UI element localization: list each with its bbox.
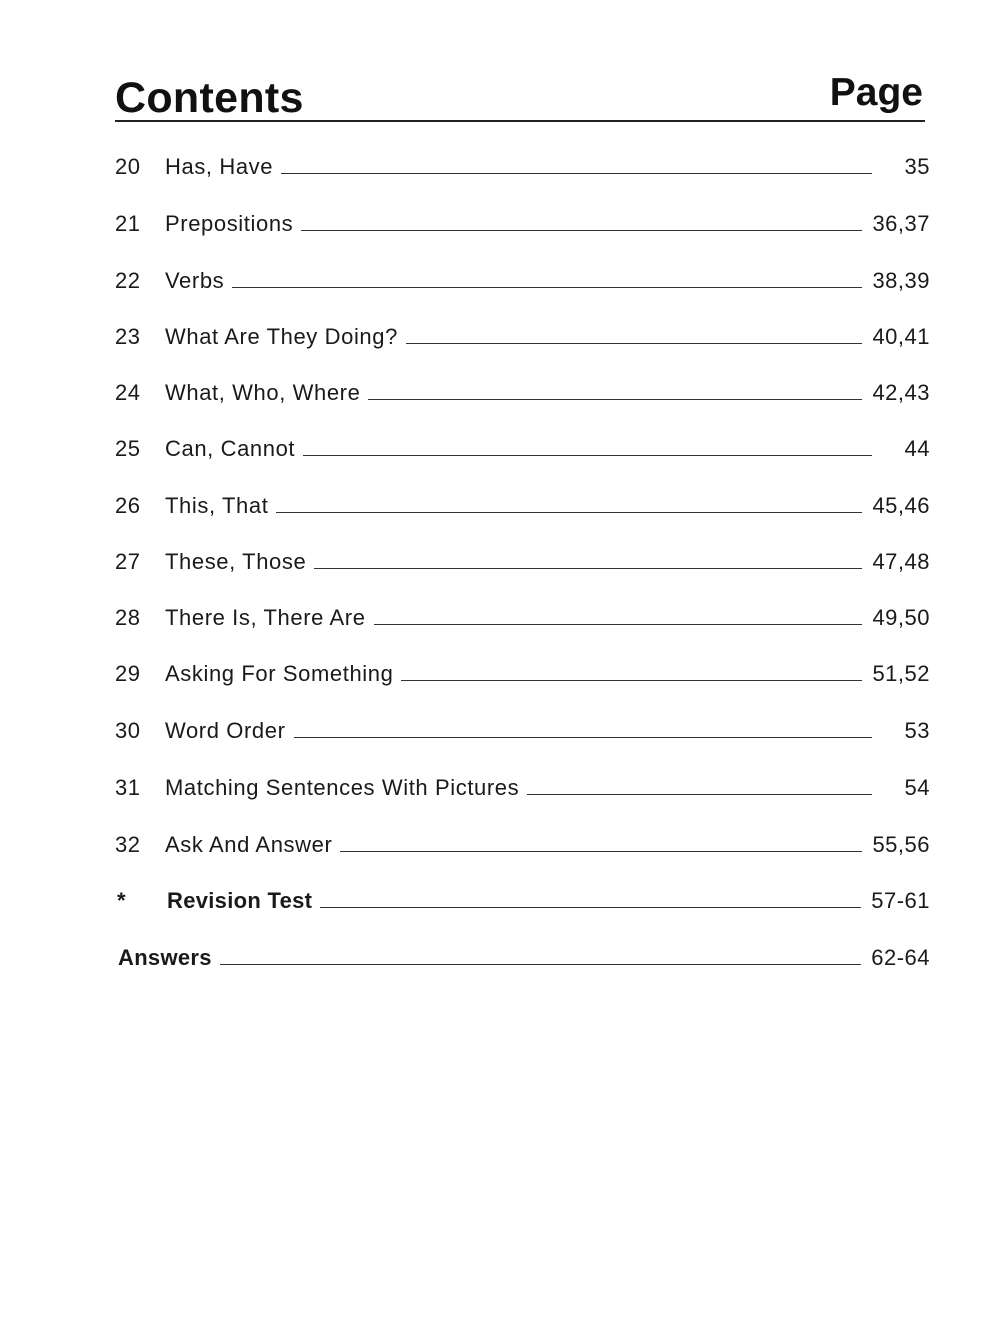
entry-label: There Is, There Are bbox=[165, 605, 366, 630]
toc-entry bbox=[115, 591, 930, 631]
entry-number: 31 bbox=[115, 775, 141, 800]
toc-entry-answers bbox=[115, 931, 930, 971]
answers-page: 62-64 bbox=[871, 945, 930, 970]
entry-number: 30 bbox=[115, 718, 141, 743]
toc-entry bbox=[115, 366, 930, 406]
dot-leader bbox=[294, 737, 872, 738]
entry-label: Verbs bbox=[165, 268, 225, 293]
header-rule bbox=[115, 120, 925, 122]
toc-entry bbox=[115, 479, 930, 519]
entry-page: 44 bbox=[904, 436, 930, 461]
entry-label: These, Those bbox=[165, 549, 307, 574]
entry-page: 45,46 bbox=[872, 493, 930, 518]
dot-leader bbox=[527, 794, 872, 795]
dot-leader bbox=[281, 173, 872, 174]
page-column-heading: Page bbox=[829, 71, 923, 114]
revision-marker: * bbox=[117, 888, 126, 913]
entry-number: 28 bbox=[115, 605, 141, 630]
contents-title: Contents bbox=[115, 74, 304, 122]
entry-page: 36,37 bbox=[872, 211, 930, 236]
entry-number: 26 bbox=[115, 493, 141, 518]
entry-page: 53 bbox=[904, 718, 930, 743]
entry-page: 38,39 bbox=[872, 268, 930, 293]
entry-number: 21 bbox=[115, 211, 141, 236]
entry-page: 55,56 bbox=[872, 832, 930, 857]
toc-entry bbox=[115, 647, 930, 687]
dot-leader bbox=[301, 230, 862, 231]
entry-number: 24 bbox=[115, 380, 141, 405]
entry-page: 47,48 bbox=[872, 549, 930, 574]
entry-label: Can, Cannot bbox=[165, 436, 296, 461]
entry-label: What, Who, Where bbox=[165, 380, 361, 405]
entry-page: 51,52 bbox=[872, 661, 930, 686]
toc-entry bbox=[115, 422, 930, 462]
dot-leader bbox=[320, 907, 861, 908]
toc-entry-revision bbox=[115, 874, 930, 914]
toc-entry bbox=[115, 761, 930, 801]
dot-leader bbox=[276, 512, 862, 513]
dot-leader bbox=[232, 287, 862, 288]
toc-entry bbox=[115, 535, 930, 575]
toc-entry bbox=[115, 197, 930, 237]
entry-number: 20 bbox=[115, 154, 141, 179]
entry-label: Ask And Answer bbox=[165, 832, 333, 857]
dot-leader bbox=[374, 624, 863, 625]
toc-entry bbox=[115, 818, 930, 858]
entry-page: 42,43 bbox=[872, 380, 930, 405]
entry-number: 29 bbox=[115, 661, 141, 686]
entry-number: 25 bbox=[115, 436, 141, 461]
revision-page: 57-61 bbox=[871, 888, 930, 913]
revision-label: Revision Test bbox=[167, 888, 313, 913]
entry-page: 35 bbox=[904, 154, 930, 179]
entry-label: Prepositions bbox=[165, 211, 294, 236]
entry-label: What Are They Doing? bbox=[165, 324, 398, 349]
dot-leader bbox=[220, 964, 861, 965]
entry-page: 49,50 bbox=[872, 605, 930, 630]
entry-page: 40,41 bbox=[872, 324, 930, 349]
dot-leader bbox=[406, 343, 863, 344]
dot-leader bbox=[303, 455, 872, 456]
entry-number: 23 bbox=[115, 324, 141, 349]
entry-page: 54 bbox=[904, 775, 930, 800]
toc-entry bbox=[115, 254, 930, 294]
entry-label: Word Order bbox=[165, 718, 286, 743]
toc-entry bbox=[115, 704, 930, 744]
dot-leader bbox=[340, 851, 862, 852]
contents-header bbox=[115, 66, 925, 126]
answers-label: Answers bbox=[118, 945, 212, 970]
entry-label: Asking For Something bbox=[165, 661, 394, 686]
dot-leader bbox=[368, 399, 862, 400]
entry-number: 27 bbox=[115, 549, 141, 574]
dot-leader bbox=[314, 568, 862, 569]
entry-number: 32 bbox=[115, 832, 141, 857]
toc-entry bbox=[115, 140, 930, 180]
toc-entry bbox=[115, 310, 930, 350]
entry-label: This, That bbox=[165, 493, 269, 518]
entry-label: Has, Have bbox=[165, 154, 274, 179]
entry-label: Matching Sentences With Pictures bbox=[165, 775, 520, 800]
dot-leader bbox=[401, 680, 862, 681]
entry-number: 22 bbox=[115, 268, 141, 293]
